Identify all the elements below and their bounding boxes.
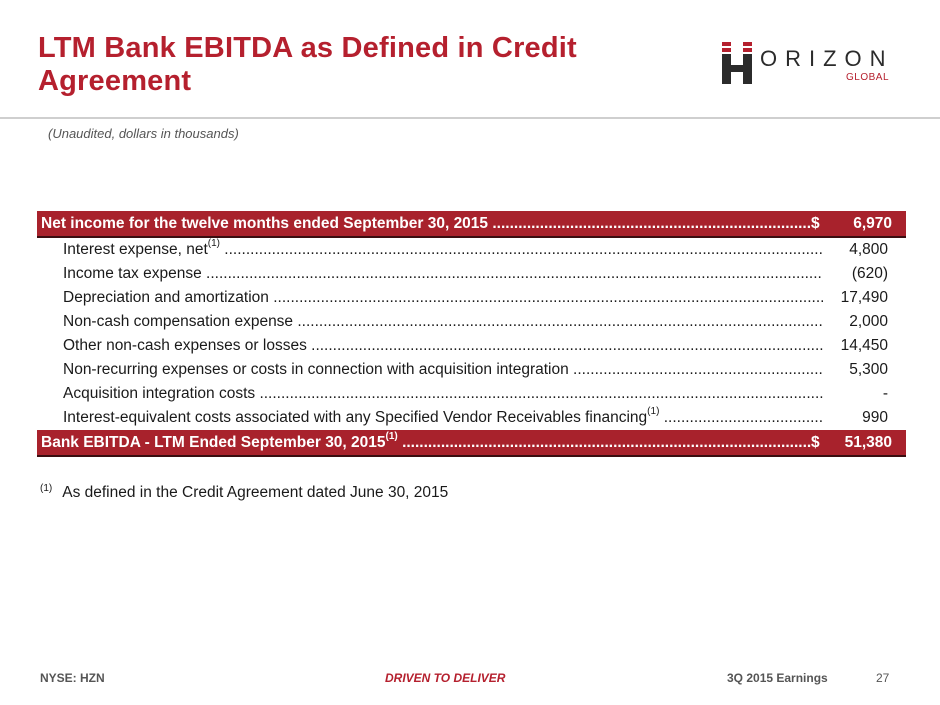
page-subtitle: (Unaudited, dollars in thousands)	[48, 126, 239, 141]
logo-subtext: GLOBAL	[846, 72, 890, 83]
table-row	[37, 286, 906, 310]
horizon-global-logo	[720, 40, 900, 86]
footer-report: 3Q 2015 Earnings	[727, 671, 828, 685]
table-row-net-income	[37, 211, 906, 238]
table-row	[37, 262, 906, 286]
table-row	[37, 382, 906, 406]
footnote-text: As defined in the Credit Agreement dated June 30, 2015	[62, 484, 449, 501]
header-divider	[0, 117, 940, 119]
table-row-bank-ebitda-total	[37, 430, 906, 457]
row-value: 4,800	[849, 241, 888, 258]
footnote-marker: (1)	[647, 406, 660, 417]
row-label: Net income for the twelve months ended September 30, 2015 .....	[41, 211, 811, 236]
page-number: 27	[876, 671, 890, 685]
table-row	[37, 406, 906, 430]
footnote-marker: (1)	[385, 430, 398, 442]
row-value: 990	[862, 409, 888, 426]
row-label: Non-recurring expenses or costs in connection with acquisition integration .....	[63, 358, 823, 382]
row-value: -	[882, 385, 888, 402]
row-value: 5,300	[849, 361, 888, 378]
table-row	[37, 310, 906, 334]
row-label: Interest expense, net$^{(1)}$ .....	[63, 238, 823, 262]
footnote-mark: (1)	[40, 483, 53, 494]
page-title: LTM Bank EBITDA as Defined in Credit Agreement	[38, 32, 577, 97]
dollar-sign: $	[811, 434, 820, 451]
footnote	[40, 484, 448, 502]
row-label: Acquisition integration costs .....	[63, 382, 823, 406]
row-label: Interest-equivalent costs associated with any Specified Vendor Receivables financing$^{(1)}$ .....	[63, 406, 823, 430]
row-value: 2,000	[849, 313, 888, 330]
row-label: Other non-cash expenses or losses .....	[63, 334, 823, 358]
row-value: 6,970	[853, 215, 892, 232]
row-label: Income tax expense .....	[63, 262, 823, 286]
footer-tagline: DRIVEN TO DELIVER	[385, 671, 506, 685]
row-label: Non-cash compensation expense .....	[63, 310, 823, 334]
table-row	[37, 238, 906, 262]
row-label: Depreciation and amortization .....	[63, 286, 823, 310]
table-row	[37, 334, 906, 358]
ebitda-table	[37, 211, 906, 457]
logo-wordmark: ORIZON	[760, 46, 894, 71]
footnote-marker: (1)	[207, 238, 220, 249]
dollar-sign: $	[811, 215, 820, 232]
horizon-h-icon	[720, 40, 754, 86]
row-label: Bank EBITDA - LTM Ended September 30, 2015$^{(1)}$ .....	[41, 430, 811, 455]
row-value: 51,380	[844, 434, 892, 451]
footer-ticker: NYSE: HZN	[40, 671, 105, 685]
row-value: 17,490	[840, 289, 888, 306]
row-value: (620)	[851, 265, 888, 282]
table-row	[37, 358, 906, 382]
row-value: 14,450	[840, 337, 888, 354]
